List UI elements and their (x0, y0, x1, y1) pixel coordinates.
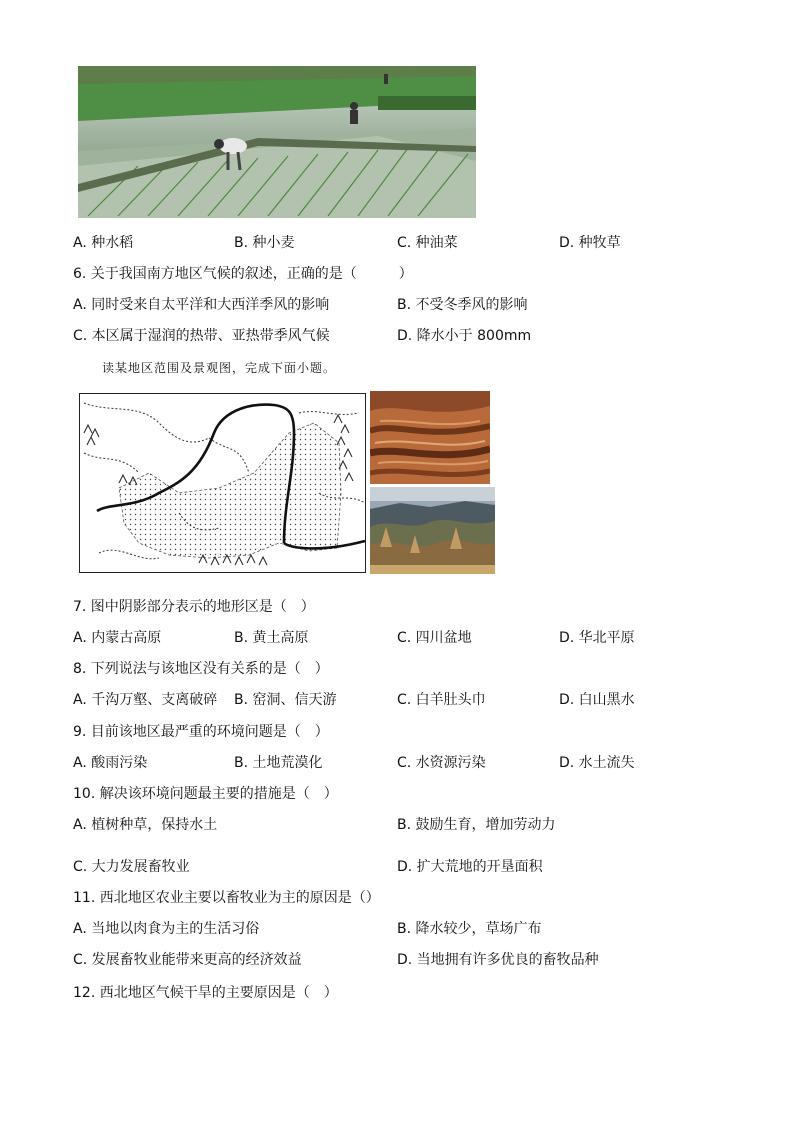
q11-option-a[interactable]: A. 当地以肉食为主的生活习俗 (73, 921, 260, 937)
q9-option-b[interactable]: B. 土地荒漠化 (234, 755, 323, 771)
q5-option-d[interactable]: D. 种牧草 (559, 235, 621, 251)
q6-option-c[interactable]: C. 本区属于湿润的热带、亚热带季风气候 (73, 328, 330, 344)
rice-paddy-illustration (78, 66, 476, 218)
q11-option-c[interactable]: C. 发展畜牧业能带来更高的经济效益 (73, 952, 302, 968)
rice-paddy-photo (78, 66, 476, 218)
q5-option-c[interactable]: C. 种油菜 (397, 235, 458, 251)
q8-option-c[interactable]: C. 白羊肚头巾 (397, 692, 486, 708)
q6-option-b[interactable]: B. 不受冬季风的影响 (397, 297, 528, 313)
q9-option-c[interactable]: C. 水资源污染 (397, 755, 486, 771)
q11-option-b[interactable]: B. 降水较少，草场广布 (397, 921, 542, 937)
eroded-gullies-illustration (370, 391, 490, 484)
reading-intro: 读某地区范围及景观图，完成下面小题。 (102, 361, 337, 375)
q7-option-a[interactable]: A. 内蒙古高原 (73, 630, 162, 646)
q7-option-c[interactable]: C. 四川盆地 (397, 630, 472, 646)
loess-plateau-photo (370, 487, 495, 574)
q9-stem: 9. 目前该地区最严重的环境问题是（ ） (73, 724, 329, 740)
q10-option-b[interactable]: B. 鼓励生育，增加劳动力 (397, 817, 556, 833)
q10-option-a[interactable]: A. 植树种草，保持水土 (73, 817, 218, 833)
q6-option-d[interactable]: D. 降水小于 800mm (397, 328, 532, 344)
loess-plateau-map (79, 393, 366, 573)
q7-stem: 7. 图中阴影部分表示的地形区是（ ） (73, 599, 315, 615)
q10-option-d[interactable]: D. 扩大荒地的开垦面积 (397, 859, 543, 875)
region-map (79, 393, 366, 573)
q10-option-c[interactable]: C. 大力发展畜牧业 (73, 859, 190, 875)
q7-option-b[interactable]: B. 黄土高原 (234, 630, 309, 646)
q12-stem: 12. 西北地区气候干旱的主要原因是（ ） (73, 985, 338, 1001)
q11-stem: 11. 西北地区农业主要以畜牧业为主的原因是（） (73, 890, 380, 906)
q6-stem: 6. 关于我国南方地区气候的叙述，正确的是（ ） (73, 266, 413, 282)
q5-option-b[interactable]: B. 种小麦 (234, 235, 295, 251)
loess-gully-photo (370, 391, 490, 484)
q10-stem: 10. 解决该环境问题最主要的措施是（ ） (73, 786, 338, 802)
q11-option-d[interactable]: D. 当地拥有许多优良的畜牧品种 (397, 952, 599, 968)
q9-option-d[interactable]: D. 水土流失 (559, 755, 635, 771)
plateau-landscape-illustration (370, 487, 495, 574)
q8-option-b[interactable]: B. 窑洞、信天游 (234, 692, 337, 708)
q6-option-a[interactable]: A. 同时受来自太平洋和大西洋季风的影响 (73, 297, 330, 313)
q8-stem: 8. 下列说法与该地区没有关系的是（ ） (73, 661, 329, 677)
q7-option-d[interactable]: D. 华北平原 (559, 630, 635, 646)
q9-option-a[interactable]: A. 酸雨污染 (73, 755, 148, 771)
q8-option-d[interactable]: D. 白山黑水 (559, 692, 635, 708)
q8-option-a[interactable]: A. 千沟万壑、支离破碎 (73, 692, 218, 708)
q5-option-a[interactable]: A. 种水稻 (73, 235, 134, 251)
